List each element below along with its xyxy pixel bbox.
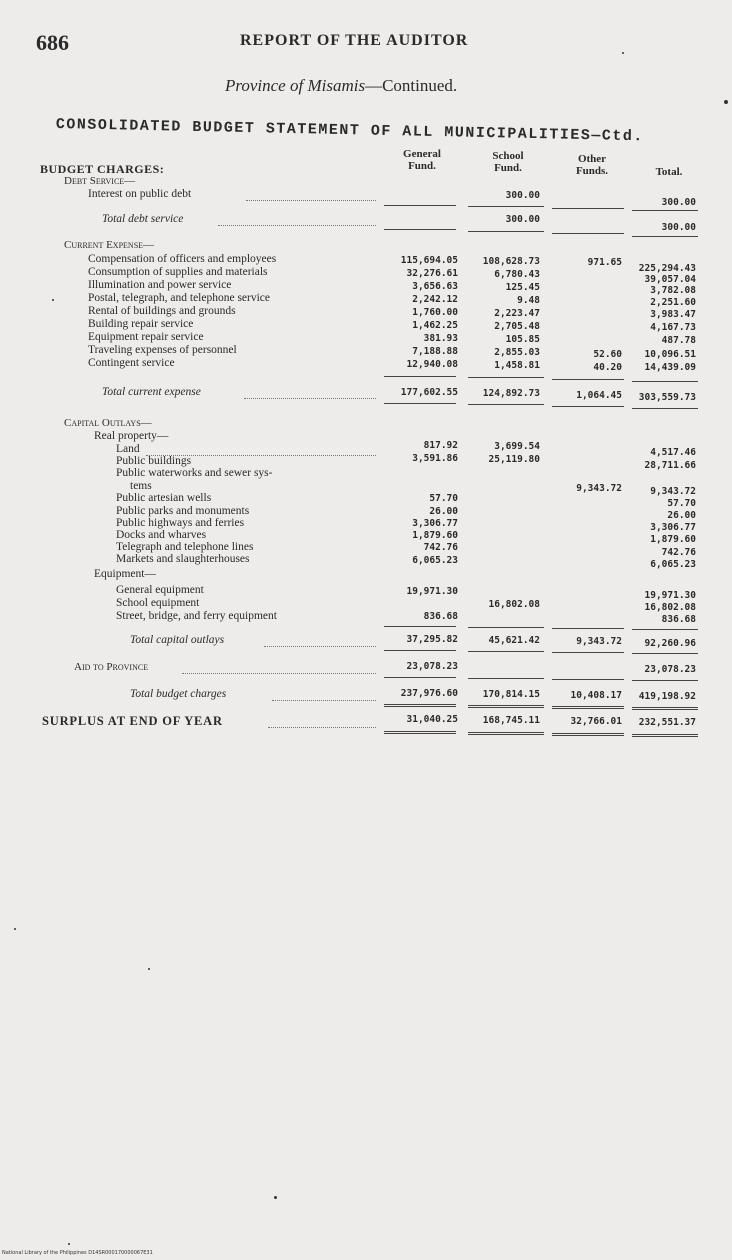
cell-school-equipment-school: 16,802.08	[488, 599, 540, 610]
row-label-total-capital: Total capital outlays	[130, 634, 225, 646]
cell-traveling-general: 7,188.88	[412, 346, 458, 357]
cell-interest-school: 300.00	[505, 190, 540, 201]
cell-surplus-other: 32,766.01	[570, 716, 622, 727]
cell-general-equipment-general: 19,971.30	[406, 586, 458, 597]
column-rule	[552, 208, 624, 209]
cell-aid-general: 23,078.23	[406, 661, 458, 672]
row-label-school-equipment: School equipment	[116, 597, 200, 609]
column-rule	[552, 679, 624, 680]
row-label-rental: Rental of buildings and grounds	[88, 305, 236, 317]
cell-markets-total: 6,065.23	[650, 559, 696, 570]
row-label-waterworks: Public waterworks and sewer sys-	[116, 467, 273, 479]
row-label-artesian: Public artesian wells	[116, 492, 212, 504]
double-rule	[468, 705, 544, 708]
row-label-illumination: Illumination and power service	[88, 279, 232, 291]
leader-dots	[264, 645, 376, 647]
cell-total-budget-other: 10,408.17	[570, 690, 622, 701]
cell-total-capital-school: 45,621.42	[488, 635, 540, 646]
column-rule	[384, 677, 456, 678]
column-header-school: School Fund.	[492, 150, 524, 174]
column-rule	[384, 229, 456, 230]
province-name: Province of Misamis	[225, 76, 366, 95]
row-label-parks: Public parks and monuments	[116, 505, 250, 517]
cell-compensation-school: 108,628.73	[482, 256, 540, 267]
cell-surplus-school: 168,745.11	[482, 715, 540, 726]
row-label-total-debt: Total debt service	[102, 213, 184, 225]
cell-illumination-school: 125.45	[505, 282, 540, 293]
cell-traveling-other: 52.60	[593, 349, 622, 360]
row-label-land: Land	[116, 443, 140, 455]
equipment-heading: Equipment—	[94, 568, 156, 580]
real-property-heading: Real property—	[94, 430, 169, 442]
scan-speck	[52, 299, 54, 301]
scan-speck	[148, 968, 150, 970]
cell-telegraph-general: 742.76	[423, 542, 458, 553]
cell-contingent-total: 14,439.09	[644, 362, 696, 373]
cell-parks-total: 26.00	[667, 510, 696, 521]
cell-building-repair-total: 4,167.73	[650, 322, 696, 333]
row-label-public-buildings: Public buildings	[116, 455, 192, 467]
cell-compensation-other: 971.65	[587, 257, 622, 268]
section-subhead	[225, 76, 457, 96]
column-header-total: Total.	[655, 166, 683, 178]
row-label-interest: Interest on public debt	[88, 188, 192, 200]
scan-footer: National Library of the Philippines D14SR000170000067E31	[2, 1250, 153, 1256]
cell-consumption-school: 6,780.43	[494, 269, 540, 280]
cell-total-budget-school: 170,814.15	[482, 689, 540, 700]
column-rule	[552, 628, 624, 629]
cell-land-general: 817.92	[423, 440, 458, 451]
leader-dots	[182, 672, 376, 674]
cell-street-equipment-general: 836.68	[423, 611, 458, 622]
cell-consumption-general: 32,276.61	[406, 268, 458, 279]
cell-total-current-other: 1,064.45	[576, 390, 622, 401]
scan-speck	[274, 1196, 277, 1199]
cell-illumination-total: 3,782.08	[650, 285, 696, 296]
cell-compensation-total: 225,294.43	[638, 263, 696, 274]
cell-equipment-repair-school: 105.85	[505, 334, 540, 345]
cell-docks-general: 1,879.60	[412, 530, 458, 541]
column-rule	[468, 404, 544, 405]
column-rule	[632, 210, 698, 211]
row-label-building-repair: Building repair service	[88, 318, 194, 330]
scan-speck	[14, 928, 16, 930]
cell-total-capital-other: 9,343.72	[576, 636, 622, 647]
cell-general-equipment-total: 19,971.30	[644, 590, 696, 601]
row-label-highways: Public highways and ferries	[116, 517, 245, 529]
cell-total-debt-school: 300.00	[505, 214, 540, 225]
column-rule	[552, 233, 624, 234]
column-rule	[468, 627, 544, 628]
column-rule	[632, 629, 698, 630]
double-rule	[552, 733, 624, 736]
column-header-general: General Fund.	[403, 148, 441, 172]
cell-contingent-general: 12,940.08	[406, 359, 458, 370]
row-label-total-budget: Total budget charges	[130, 688, 227, 700]
cell-traveling-total: 10,096.51	[644, 349, 696, 360]
page-number: 686	[36, 30, 69, 55]
column-rule	[632, 381, 698, 382]
column-rule	[468, 651, 544, 652]
cell-land-school: 3,699.54	[494, 441, 540, 452]
cell-highways-total: 3,306.77	[650, 522, 696, 533]
cell-compensation-general: 115,694.05	[400, 255, 458, 266]
leader-dots	[268, 726, 376, 728]
cell-school-equipment-total: 16,802.08	[644, 602, 696, 613]
statement-title: CONSOLIDATED BUDGET STATEMENT OF ALL MUNICIPALITIES—Ctd.	[55, 116, 644, 146]
cell-public-buildings-school: 25,119.80	[488, 454, 540, 465]
cell-postal-school: 9.48	[517, 295, 540, 306]
leader-dots	[218, 224, 376, 226]
row-label-equipment-repair: Equipment repair service	[88, 331, 204, 343]
cell-rental-school: 2,223.47	[494, 308, 540, 319]
cell-artesian-total: 57.70	[667, 498, 696, 509]
double-rule	[632, 707, 698, 710]
cell-waterworks-total: 9,343.72	[650, 486, 696, 497]
cell-public-buildings-total: 28,711.66	[644, 460, 696, 471]
double-rule	[468, 732, 544, 735]
cell-waterworks-other: 9,343.72	[576, 483, 622, 494]
column-rule	[468, 231, 544, 232]
double-rule	[632, 734, 698, 737]
continued-text: —Continued.	[365, 76, 458, 95]
column-rule	[552, 406, 624, 407]
running-head: REPORT OF THE AUDITOR	[240, 32, 469, 49]
row-label-surplus: SURPLUS AT END OF YEAR	[42, 714, 223, 728]
leader-dots	[244, 397, 376, 399]
column-rule	[552, 652, 624, 653]
column-rule	[384, 403, 456, 404]
row-label-aid-to-province: Aid to Province	[74, 661, 149, 673]
cell-total-capital-total: 92,260.96	[644, 638, 696, 649]
leader-dots	[246, 199, 376, 201]
cell-aid-total: 23,078.23	[644, 664, 696, 675]
cell-contingent-other: 40.20	[593, 362, 622, 373]
cell-illumination-general: 3,656.63	[412, 281, 458, 292]
cell-total-current-school: 124,892.73	[482, 388, 540, 399]
cell-rental-total: 3,983.47	[650, 309, 696, 320]
column-rule	[632, 236, 698, 237]
scan-speck	[68, 1243, 70, 1245]
cell-land-total: 4,517.46	[650, 447, 696, 458]
cell-street-equipment-total: 836.68	[661, 614, 696, 625]
cell-docks-total: 1,879.60	[650, 534, 696, 545]
cell-total-budget-total: 419,198.92	[638, 691, 696, 702]
column-rule	[384, 650, 456, 651]
cell-equipment-repair-general: 381.93	[423, 333, 458, 344]
column-rule	[632, 653, 698, 654]
cell-postal-total: 2,251.60	[650, 297, 696, 308]
column-rule	[468, 678, 544, 679]
column-rule	[468, 206, 544, 207]
cell-surplus-total: 232,551.37	[638, 717, 696, 728]
debt-service-heading: Debt Service—	[64, 175, 136, 187]
column-rule	[384, 205, 456, 206]
budget-charges-heading: BUDGET CHARGES:	[40, 162, 165, 176]
cell-contingent-school: 1,458.81	[494, 360, 540, 371]
row-label-compensation: Compensation of officers and employees	[88, 253, 277, 265]
row-label-consumption: Consumption of supplies and materials	[88, 266, 268, 278]
column-rule	[552, 379, 624, 380]
column-header-other: Other Funds.	[575, 153, 609, 177]
column-rule	[468, 377, 544, 378]
row-label-street-equipment: Street, bridge, and ferry equipment	[116, 610, 277, 622]
cell-total-budget-general: 237,976.60	[400, 688, 458, 699]
cell-building-repair-general: 1,462.25	[412, 320, 458, 331]
row-label-postal: Postal, telegraph, and telephone service	[88, 292, 271, 304]
cell-artesian-general: 57.70	[429, 493, 458, 504]
cell-total-debt-total: 300.00	[661, 222, 696, 233]
cell-total-capital-general: 37,295.82	[406, 634, 458, 645]
column-rule	[384, 376, 456, 377]
cell-highways-general: 3,306.77	[412, 518, 458, 529]
row-label-general-equipment: General equipment	[116, 584, 204, 596]
column-rule	[384, 626, 456, 627]
column-rule	[632, 408, 698, 409]
row-label-traveling: Traveling expenses of personnel	[88, 344, 237, 356]
double-rule	[384, 731, 456, 734]
cell-traveling-school: 2,855.03	[494, 347, 540, 358]
double-rule	[384, 704, 456, 707]
cell-total-current-general: 177,602.55	[400, 387, 458, 398]
cell-postal-general: 2,242.12	[412, 294, 458, 305]
cell-interest-total: 300.00	[661, 197, 696, 208]
cell-telegraph-total: 742.76	[661, 547, 696, 558]
cell-parks-general: 26.00	[429, 506, 458, 517]
cell-equipment-repair-total: 487.78	[661, 335, 696, 346]
scan-speck	[724, 100, 728, 104]
row-label-contingent: Contingent service	[88, 357, 175, 369]
cell-building-repair-school: 2,705.48	[494, 321, 540, 332]
row-label-telegraph: Telegraph and telephone lines	[116, 541, 254, 553]
row-label-waterworks-cont: tems	[130, 480, 152, 492]
scan-speck	[622, 52, 624, 54]
cell-total-current-total: 303,559.73	[638, 392, 696, 403]
cell-rental-general: 1,760.00	[412, 307, 458, 318]
current-expense-heading: Current Expense—	[64, 239, 155, 251]
cell-markets-general: 6,065.23	[412, 555, 458, 566]
cell-public-buildings-general: 3,591.86	[412, 453, 458, 464]
cell-surplus-general: 31,040.25	[406, 714, 458, 725]
double-rule	[552, 706, 624, 709]
row-label-markets: Markets and slaughterhouses	[116, 553, 250, 565]
leader-dots	[272, 699, 376, 701]
cell-consumption-total: 39,057.04	[644, 274, 696, 285]
row-label-total-current: Total current expense	[102, 386, 201, 398]
column-rule	[632, 680, 698, 681]
capital-outlays-heading: Capital Outlays—	[64, 417, 152, 429]
row-label-docks: Docks and wharves	[116, 529, 207, 541]
